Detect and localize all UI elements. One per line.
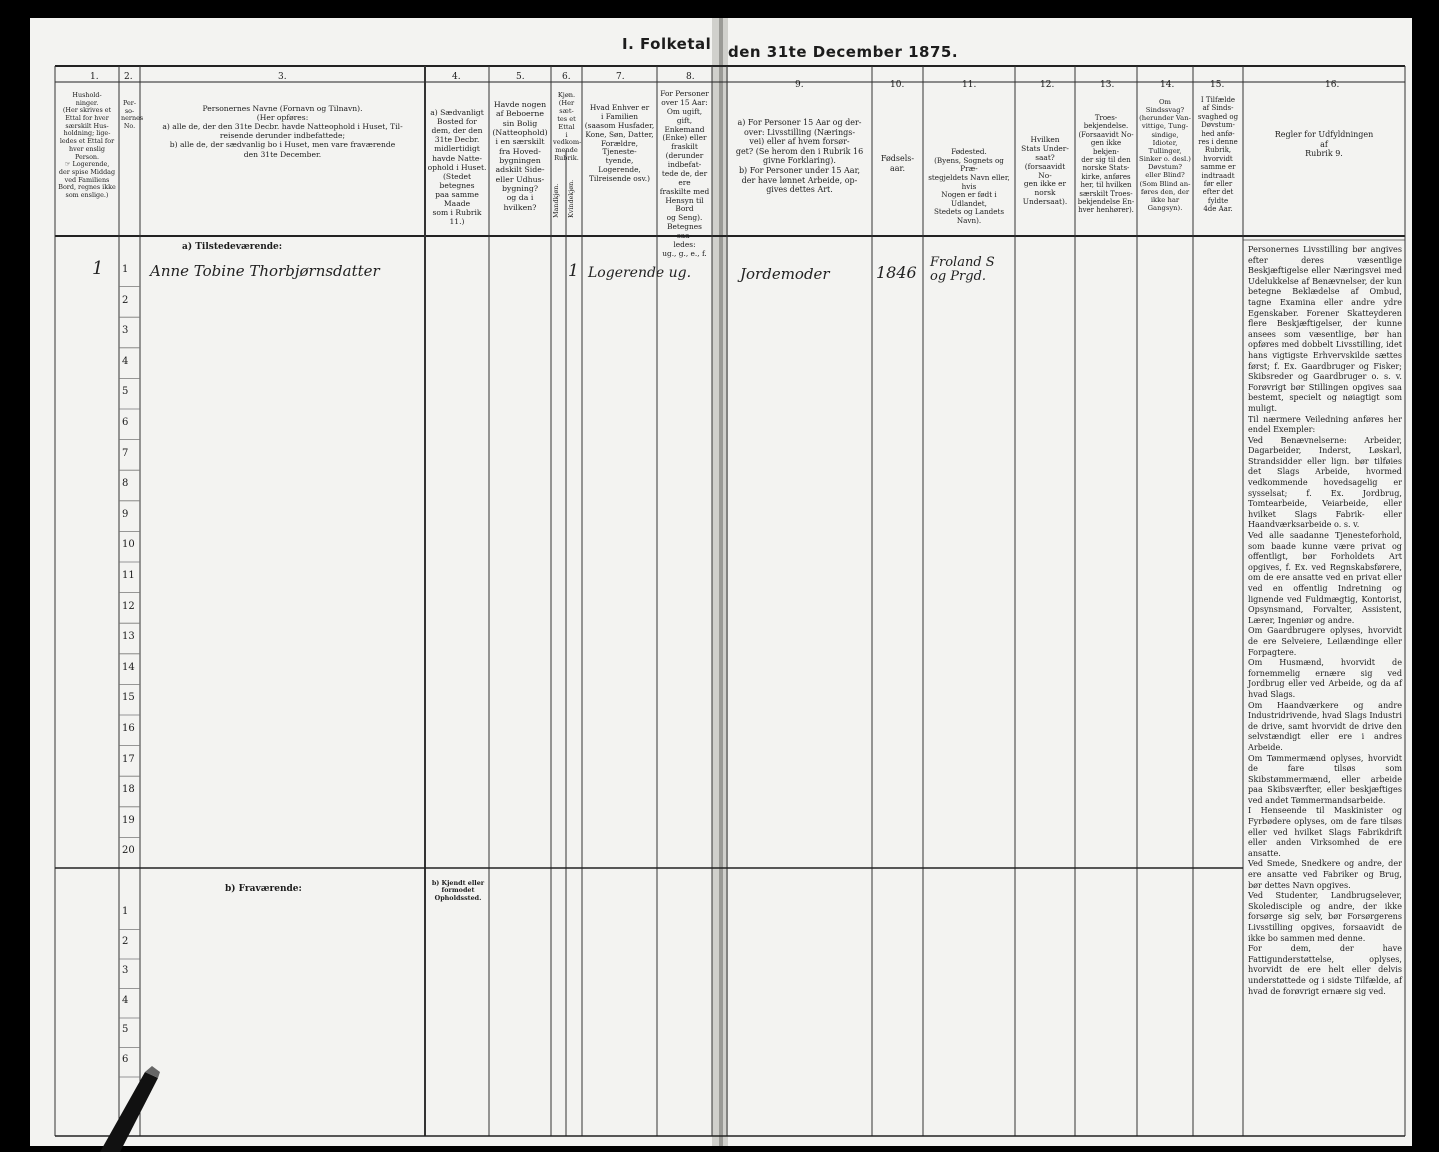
column-number-10: 10. [890, 80, 905, 90]
row-number-present: 15 [122, 692, 135, 704]
column-number-11: 11. [962, 80, 977, 90]
row-number-absent: 4 [122, 994, 129, 1006]
column-header-6: Kjøn. (Her sæt- tes et Ettal i vedkom- mende Rubrik. [553, 91, 582, 163]
column-number-3: 3. [278, 72, 287, 82]
column-number-2: 2. [124, 72, 133, 82]
column-header-4: a) Sædvanligt Bosted for dem, der den 31te Decbr. midlertidigt havde Natte- ophold i Huset. (Stedet betegnes paa samme Maade som i Rubrik 11.) [427, 108, 487, 227]
row-number-present: 20 [122, 845, 135, 857]
row-number-present: 5 [122, 386, 129, 398]
column-header-2: Per- so- nernes No. [121, 99, 144, 131]
row-number-present: 6 [122, 417, 129, 428]
row-number-present: 10 [122, 539, 135, 551]
entry-birthplace: Froland S og Prgd. [930, 255, 995, 284]
column-number-16: 16. [1325, 80, 1340, 90]
row-number-present: 19 [122, 814, 135, 826]
column-header-10: Fødsels- aar. [880, 154, 915, 173]
row-number-present: 18 [122, 784, 135, 796]
row-number-absent: 5 [122, 1024, 129, 1035]
column-number-13: 13. [1100, 80, 1115, 90]
column-header-5: Havde nogen af Beboerne sin Bolig (Natteophold) i en særskilt fra Hoved- bygningen adskilt Side- eller Udhus- bygning? og da i hvilken? [492, 100, 548, 212]
column-number-7: 7. [616, 72, 625, 82]
column-number-1: 1. [90, 72, 99, 82]
row-number-present: 12 [122, 600, 135, 612]
column-header-13: Troes- bekjendelse. (Forsaavidt No- gen ikke bekjen- der sig til den norske Stats- kirke, anføres her, til hvilken særskilt Troes- bekjendelse En- hver henhører). [1077, 114, 1135, 215]
sex-subheader-1: Mandkjøn. [552, 183, 560, 218]
row-number-absent: 6 [122, 1053, 129, 1065]
column-header-11: Fødested. (Byens, Sognets og Præ- stegjeldets Navn eller, hvis Nogen er født i Udlandet, Stedets og Landets Navn). [928, 147, 1010, 226]
section-present: a) Tilstedeværende: [182, 242, 283, 252]
section-absent: b) Fraværende: [225, 884, 302, 894]
row-number-present: 4 [122, 355, 129, 367]
column-number-4: 4. [452, 72, 461, 82]
column-header-9: a) For Personer 15 Aar og der- over: Livsstilling (Nærings- vei) eller af hvem forsør- get? (Se herom den i Rubrik 16 givne Forklaring). b) For Personer under 15 Aar, der have lønnet Arbeide, op- gives dettes Art. [735, 118, 864, 195]
column-header-3: Personernes Navne (Fornavn og Tilnavn). (Her opføres: a) alle de, der den 31te Decbr. havde Natteophold i Huset, Til- reisende derunder indbefattede; b) alle de, der sædvanlig bo i Huset, men vare fraværende den 31te December. [162, 104, 403, 159]
row-number-present: 8 [122, 478, 129, 490]
row-number-present: 17 [122, 753, 135, 765]
column-header-15: I Tilfælde af Sinds- svaghed og Døvstum- hed anfø- res i denne Rubrik, hvorvidt samme er indtraadt før eller efter det fyldte 4de Aar. [1197, 96, 1239, 214]
row-number-present: 3 [122, 325, 129, 337]
column-header-1: Hushold- ninger. (Her skrives et Ettal for hver særskilt Hus- holdning; lige- ledes et Ettal for hver enslig Person. ☞ Logerende, der spise Middag ved Familiens Bord, regnes ikke som enslige.) [58, 91, 116, 199]
row-number-present: 9 [122, 508, 129, 520]
column-number-5: 5. [516, 72, 525, 82]
form-title-left: I. Folketal [622, 35, 712, 53]
column-header-12: Hvilken Stats Under- saat? (forsaavidt No- gen ikke er norsk Undersaat). [1021, 135, 1069, 207]
entry-birth-year: 1846 [876, 263, 917, 282]
form-title-right: den 31te December 1875. [728, 43, 959, 61]
column-header-8: For Personer over 15 Aar: Om ugift, gift, Enkemand (Enke) eller fraskilt (derunder indbefat- tede de, der ere fraskilte med Hensyn til Bord og Seng). Betegnes saa- ledes: ug., g., e., f. [659, 89, 710, 258]
column-number-6: 6. [562, 72, 571, 82]
row-number-absent: 1 [122, 906, 129, 917]
sex-subheader-2: Kvindekjøn. [567, 179, 575, 218]
row-number-absent: 2 [122, 935, 129, 947]
entry-name: Anne Tobine Thorbjørnsdatter [150, 262, 380, 280]
absent-location-header: b) Kjendt eller formodet Opholdssted. [431, 879, 485, 902]
row-number-present: 14 [122, 661, 135, 673]
row-number-present: 13 [122, 631, 135, 643]
row-number-present: 16 [122, 723, 135, 734]
column-header-16: Regler for Udfyldningen af Rubrik 9. [1274, 130, 1374, 159]
row-number-present: 7 [122, 447, 129, 459]
row-number-present: 2 [122, 294, 129, 306]
entry-household: 1 [92, 258, 104, 279]
column-number-15: 15. [1210, 80, 1225, 90]
column-header-14: Om Sindssvag? (herunder Van- vittige, Tung- sindige, Idioter, Tullinger, Sinker o. desl.) Døvstum? eller Blind? (Som Blind an- føres den, der ikke har Gangsyn). [1139, 98, 1191, 213]
row-number-present: 11 [122, 570, 135, 581]
column-number-12: 12. [1040, 80, 1055, 90]
column-header-7: Hvad Enhver er i Familien (saasom Husfader, Kone, Søn, Datter, Forældre, Tjeneste- tyende, Logerende, Tilreisende osv.) [584, 103, 655, 183]
rules-text: Personernes Livsstilling bør angives efter deres væsentlige Beskjæftigelse eller Næringsvei med Udelukkelse af Benævnelser, der kun betegne Beklædelse af Ombud, tagne Examina eller andre ydre Egenskaber. Forener Skatteyderen flere Beskjæftigelser, der kunne ansees som væsentlige, bør han opføres med dobbelt Livsstilling, idet hans vigtigste Erhvervskilde sættes først; f. Ex. Gaardbruger og Fisker; Skibsreder og Gaardbruger o. s. v. Forøvrigt bør Stillingen opgives saa bestemt, specielt og nøiagtigt som muligt. Til nærmere Veiledning anføres her endel Exempler: Ved Benævnelserne: Arbeider, Dagarbeider, Inderst, Løskarl, Strandsidder eller lign. bør tilføies det Slags Arbeide, hvormed vedkommende hovedsagelig er sysselsat; f. Ex. Jordbrug, Tomtearbeide, Veiarbeide, eller hvilket Slags Fabrik- eller Haandværksarbeide o. s. v. Ved alle saadanne Tjenesteforhold, som baade kunne være privat og offentligt, bør Forholdets Art opgives, f. Ex. ved Regnskabsførere, om de ere ansatte ved en privat eller ved en offentlig Indretning og lignende ved Fuldmægtig, Kontorist, Opsynsmand, Forvalter, Assistent, Lærer, Ingeniør og andre. Om Gaardbrugere oplyses, hvorvidt de ere Selveiere, Leilændinge eller Forpagtere. Om Husmænd, hvorvidt de fornemmelig ernære sig ved Jordbrug eller ved Arbeide, og da af hvad Slags. Om Haandværkere og andre Industridrivende, hvad Slags Industri de drive, samt hvorvidt de drive den selvstændigt eller ere i andres Arbeide. Om Tømmermænd oplyses, hvorvidt de fare tilsøs som Skibstømmermænd, eller arbeide paa Skibsværfter, eller beskjæftiges ved andet Tømmermandsarbeide. I Henseende til Maskinister og Fyrbødere oplyses, om de fare tilsøs eller ved hvilket Slags Fabrikdrift eller anden Virksomhed de ere ansatte. Ved Smede, Snedkere og andre, der ere ansatte ved Fabriker og Brug, bør dettes Navn opgives. Ved Studenter, Landbrugselever, Skoledisciple og andre, der ikke forsørge sig selv, bør Forsørgerens Livsstilling opgives, forsaavidt de ikke bo sammen med denne. For dem, der have Fattigunderstøttelse, oplyses, hvorvidt de ere helt eller delvis understøttede og i sidste Tilfælde, af hvad de forøvrigt ernære sig ved. [1248, 244, 1402, 996]
row-number-absent: 3 [122, 965, 129, 976]
entry-occupation: Jordemoder [740, 265, 830, 283]
column-number-14: 14. [1160, 80, 1175, 90]
column-number-9: 9. [795, 80, 804, 90]
row-number-present: 1 [122, 264, 129, 275]
entry-family-role: Logerende ug. [588, 265, 692, 281]
entry-female: 1 [568, 261, 579, 281]
column-number-8: 8. [686, 72, 695, 82]
